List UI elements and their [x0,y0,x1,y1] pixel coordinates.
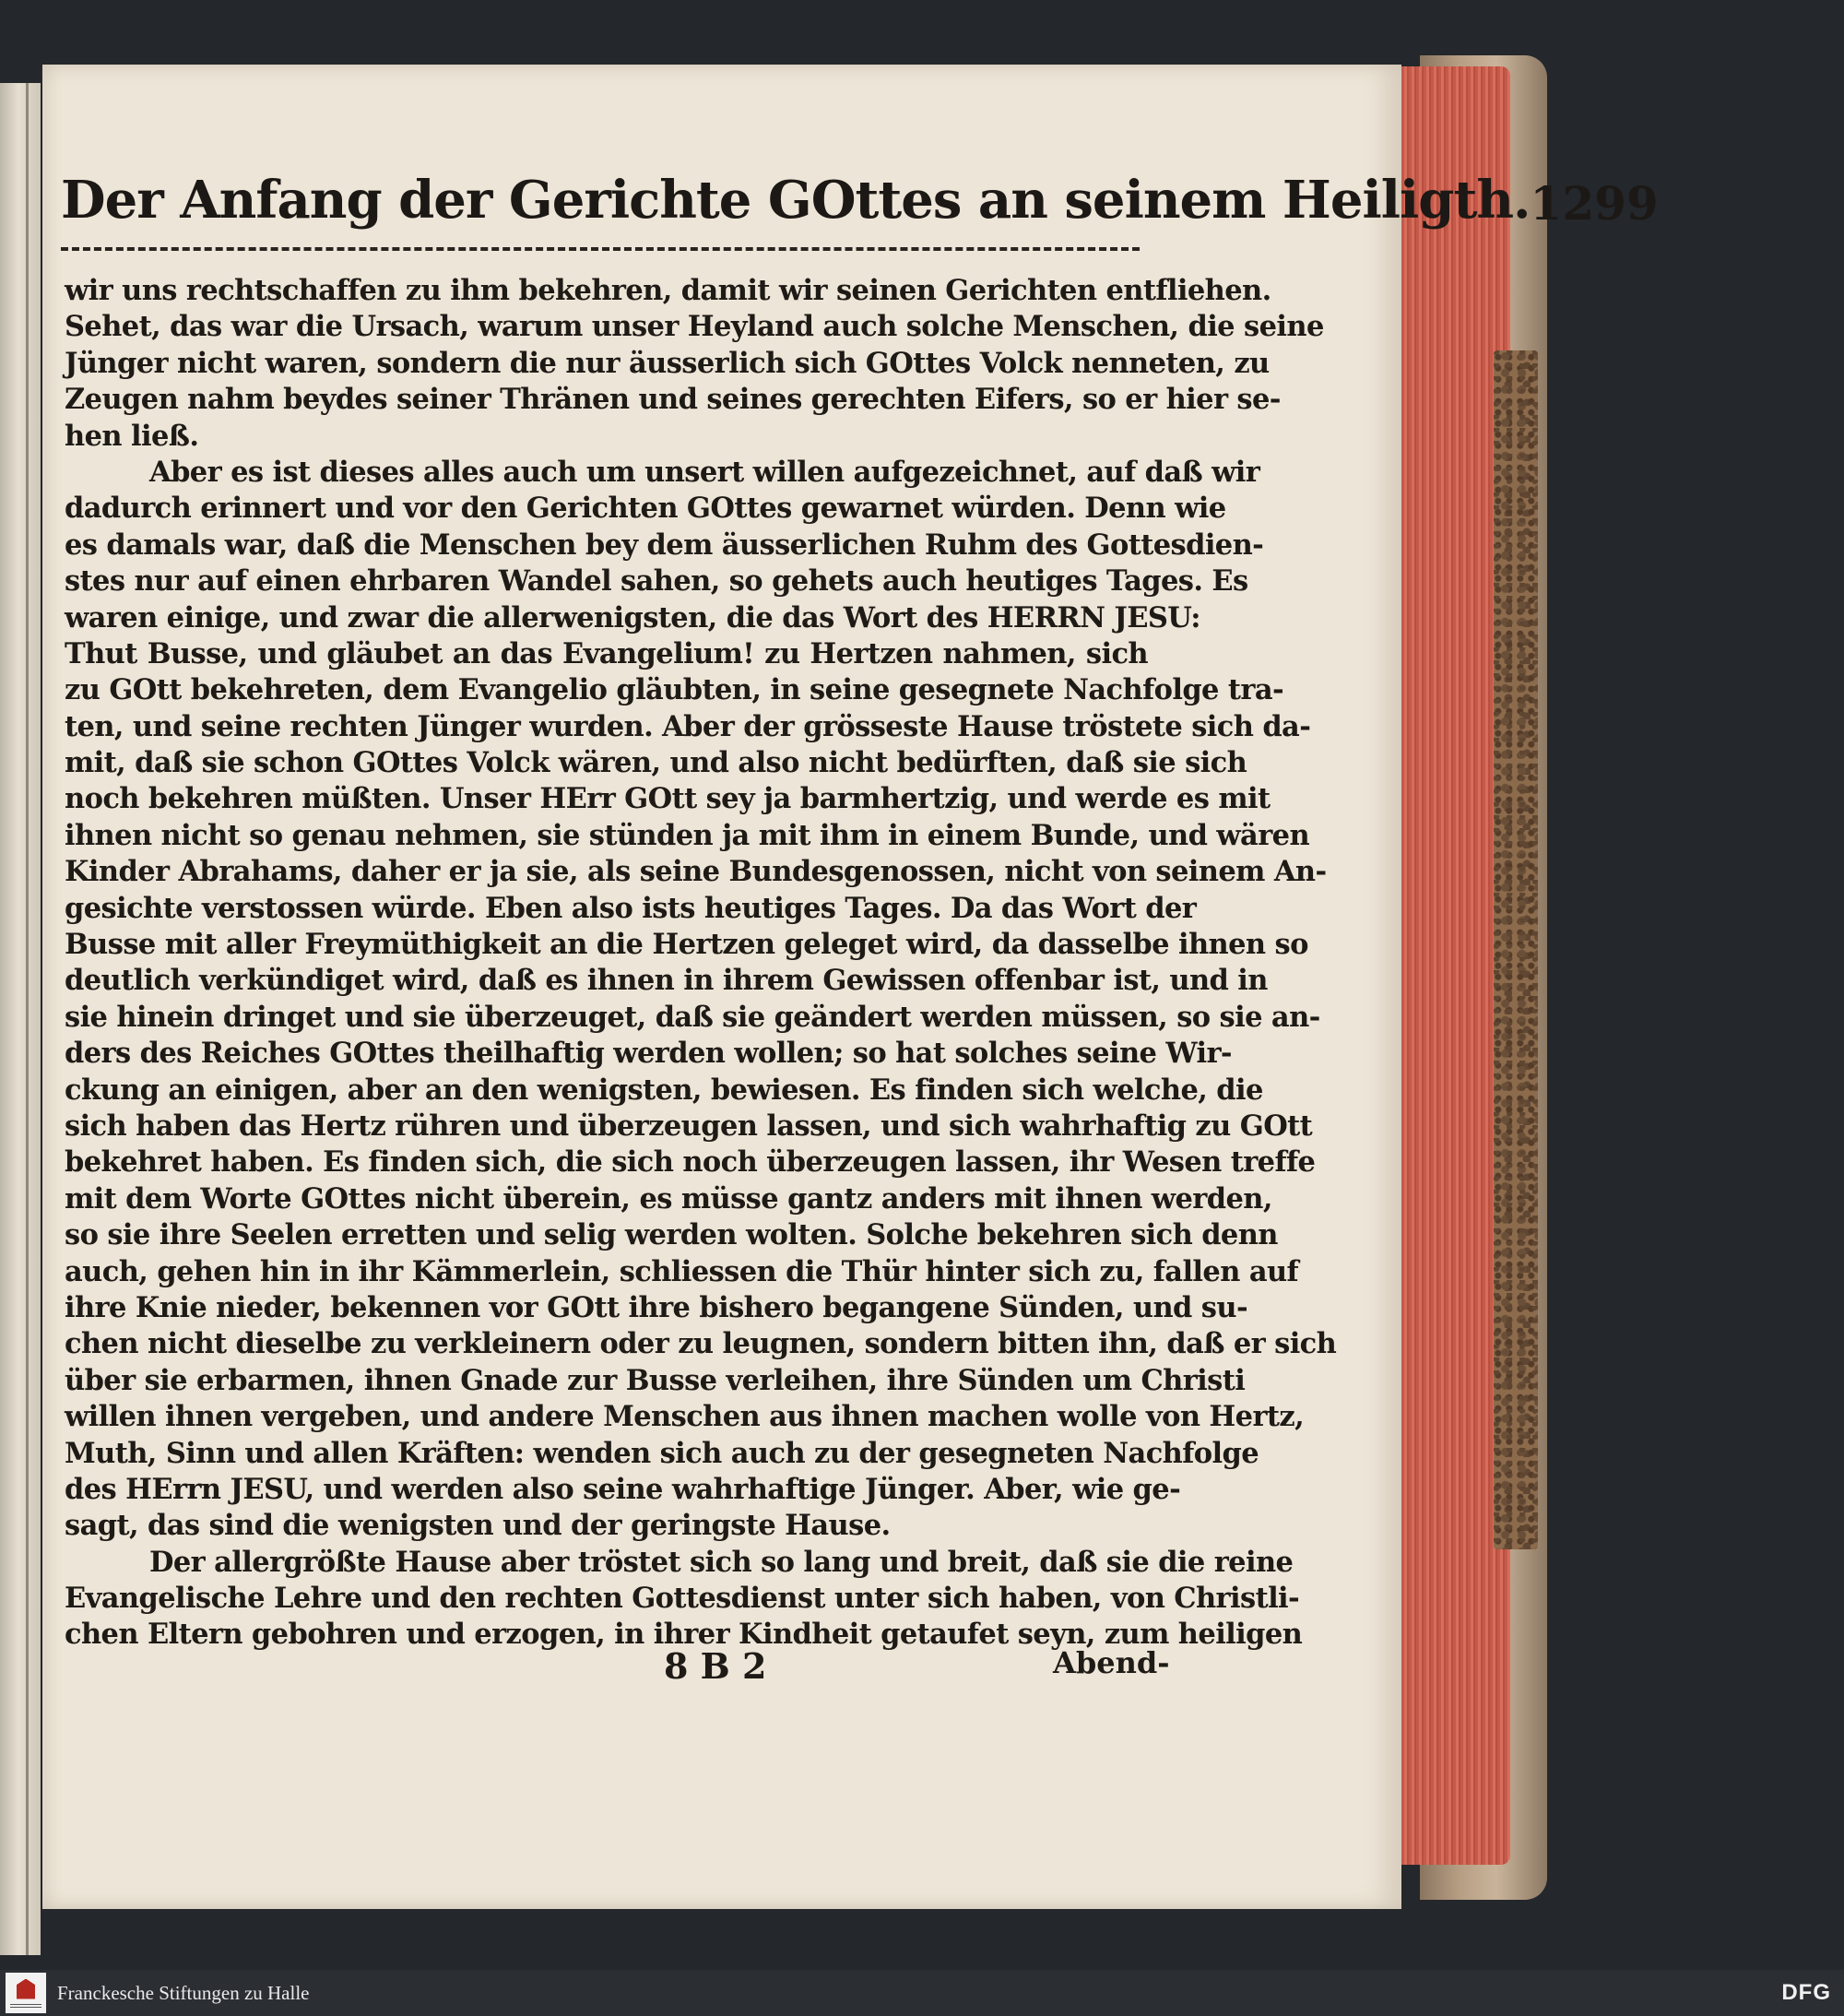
dfg-logo: DFG [1781,1980,1831,2005]
text-line: chen nicht dieselbe zu verkleinern oder zu leugnen, sondern bitten ihn, daß er sich [65,1327,1337,1361]
institution-name: Franckesche Stiftungen zu Halle [57,1981,310,2004]
text-line: bekehret haben. Es finden sich, die sich noch überzeugen lassen, ihr Wesen treffe [65,1145,1316,1180]
institution-logo-icon [6,1973,46,2013]
text-line: Der allergrößte Hause aber tröstet sich so lang und breit, daß sie die reine [149,1545,1294,1579]
text-line: zu GOtt bekehreten, dem Evangelio gläubten, in seine gesegnete Nachfolge tra- [65,673,1284,707]
text-line: Busse mit aller Freymüthigkeit an die Hertzen geleget wird, da dasselbe ihnen so [65,928,1308,962]
text-line: mit dem Worte GOttes nicht überein, es müsse gantz anders mit ihnen werden, [65,1181,1272,1216]
text-line: Muth, Sinn und allen Kräften: wenden sich auch zu der gesegneten Nachfolge [65,1436,1259,1470]
text-line: ders des Reiches GOttes theilhaftig werden wollen; so hat solches seine Wir- [65,1037,1232,1071]
text-line: waren einige, und zwar die allerwenigsten, die das Wort des HERRN JESU: [65,600,1200,634]
text-line: chen Eltern gebohren und erzogen, in ihrer Kindheit getaufet seyn, zum heiligen [65,1618,1303,1652]
body-text [65,273,1337,1654]
text-line: wir uns rechtschaffen zu ihm bekehren, damit wir seinen Gerichten entfliehen. [65,274,1271,307]
signature-mark: 8 B 2 [664,1645,767,1687]
text-line: Sehet, das war die Ursach, warum unser Heyland auch solche Menschen, die seine [65,310,1324,344]
text-line: hen ließ. [65,419,199,453]
text-line: Thut Busse, und gläubet an das Evangelium! zu Hertzen nahmen, sich [65,636,1148,670]
text-line: so sie ihre Seelen erretten und selig werden wolten. Solche bekehren sich denn [65,1218,1278,1252]
text-line: Evangelische Lehre und den rechten Gottesdienst unter sich haben, von Christli- [65,1582,1300,1616]
text-line: willen ihnen vergeben, und andere Menschen aus ihnen machen wolle von Hertz, [65,1400,1305,1434]
text-line: Zeugen nahm beydes seiner Thränen und seines gerechten Eifers, so er hier se- [65,383,1281,417]
text-line: ihre Knie nieder, bekennen vor GOtt ihre bishero begangene Sünden, und su- [65,1290,1248,1324]
head-rule [61,247,1140,251]
text-line: Jünger nicht waren, sondern die nur äusserlich sich GOttes Volck nenneten, zu [65,346,1270,380]
running-title: Der Anfang der Gerichte GOttes an seinem Heiligth. [61,170,1531,231]
text-line: stes nur auf einen ehrbaren Wandel sahen, so gehets auch heutiges Tages. Es [65,564,1248,599]
viewer-footer [0,1970,1844,2016]
text-line: sie hinein dringet und sie überzeuget, daß sie geändert werden müssen, so sie an- [65,1000,1320,1034]
text-line: ten, und seine rechten Jünger wurden. Aber der grösseste Hause tröstete sich da- [65,709,1311,743]
text-line: dadurch erinnert und vor den Gerichten GOttes gewarnet würden. Denn wie [65,492,1226,526]
page-number: 1299 [1530,176,1659,231]
text-line: ihnen nicht so genau nehmen, sie stünden ja mit ihm in einem Bunde, und wären [65,818,1310,852]
text-line: mit, daß sie schon GOttes Volck wären, und also nicht bedürften, daß sie sich [65,746,1247,780]
text-line: sagt, das sind die wenigsten und der geringste Hause. [65,1509,891,1543]
text-line: über sie erbarmen, ihnen Gnade zur Busse verleihen, ihre Sünden um Christi [65,1363,1246,1397]
text-line: Kinder Abrahams, daher er ja sie, als seine Bundesgenossen, nicht von seinem An- [65,855,1327,889]
text-line: sich haben das Hertz rühren und überzeugen lassen, und sich wahrhaftig zu GOtt [65,1109,1313,1143]
running-head [61,129,1659,231]
text-line: ckung an einigen, aber an den wenigsten, bewiesen. Es finden sich welche, die [65,1073,1263,1107]
text-line: deutlich verkündiget wird, daß es ihnen in ihrem Gewissen offenbar ist, und in [65,964,1268,998]
text-line: Aber es ist dieses alles auch um unsert willen aufgezeichnet, auf daß wir [149,455,1260,489]
text-line: noch bekehren müßten. Unser HErr GOtt sey ja barmhertzig, und werde es mit [65,782,1271,816]
left-page-edge [0,83,41,1955]
marbled-cover-strip [1494,350,1538,1549]
text-line: es damals war, daß die Menschen bey dem äusserlichen Ruhm des Gottesdien- [65,528,1264,562]
text-line: des HErrn JESU, und werden also seine wahrhaftige Jünger. Aber, wie ge- [65,1472,1181,1506]
catchword: Abend- [1053,1645,1170,1680]
text-line: gesichte verstossen würde. Eben also ists heutiges Tages. Da das Wort der [65,891,1197,925]
text-line: auch, gehen hin in ihr Kämmerlein, schliessen die Thür hinter sich zu, fallen auf [65,1254,1299,1288]
